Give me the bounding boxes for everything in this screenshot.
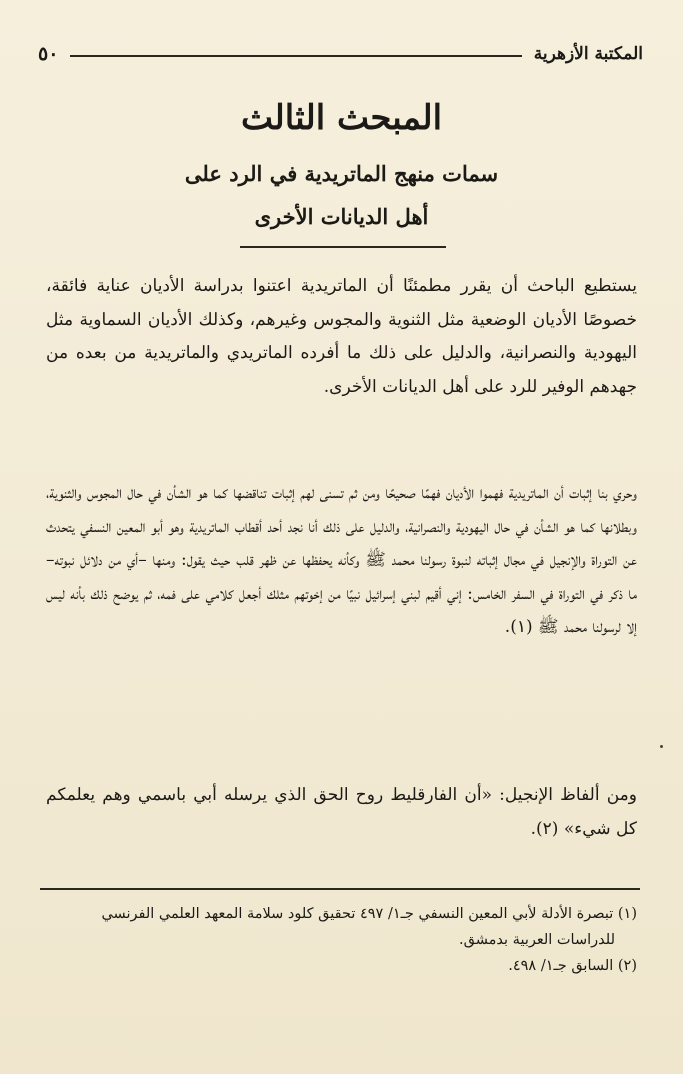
footnote-1-line2: للدراسات العربية بدمشق. — [459, 932, 615, 948]
margin-dot — [660, 745, 663, 748]
footnote-1-line1: (١) تبصرة الأدلة لأبي المعين النسفي جـ١/ ٤٩٧ تحقيق كلود سلامة المعهد العلمي الفرنسي — [101, 906, 637, 922]
footnote-rule — [40, 888, 640, 890]
section-heading: المبحث الثالث — [240, 98, 443, 138]
section-subtitle-line2: أهل الديانات الأخرى — [254, 204, 429, 229]
running-header — [38, 40, 643, 68]
page-number: ٥٠ — [38, 43, 59, 65]
footnote-2: (٢) السابق جـ١/ ٤٩٨. — [508, 958, 637, 974]
header-rule — [70, 55, 521, 57]
footnotes — [36, 901, 637, 979]
body-paragraph-2: وحري بنا إثبات أن الماتريدية فهموا الأديان فهمًا صحيحًا ومن ثم تسنى لهم إثبات تناقضها كما هو الشأن في حال المجوس والثنوية، وبطلانها كما هو الشأن في حال اليهودية والنصرانية، والدليل على ذلك أنا نجد أحد أقطاب الماتريدية وهو أبو المعين النسفي يتحدث عن التوراة والإنجيل في مجال إثباته لنبوة رسولنا محمد ﷺ وكأنه يحفظها عن ظهر قلب حيث يقول: ومنها –أي من دلائل نبوته– ما ذكر في التوراة في السفر الخامس: إني أقيم لبني إسرائيل نبيًا من إخوتهم مثلك أجعل كلامي على فمه، ثم يوضح ذلك بأنه ليس إلا لرسولنا محمد ﷺ (١). — [46, 483, 637, 637]
running-title: المكتبة الأزهرية — [533, 44, 643, 64]
body-paragraph-1: يستطيع الباحث أن يقرر مطمئنًا أن الماتريدية اعتنوا بدراسة الأديان عناية فائقة، خصوصًا الأديان الوضعية مثل الثنوية والمجوس وغيرهم، وكذلك الأديان السماوية مثل اليهودية والنصرانية، والدليل على ذلك ما أفرده الماتريدي والماتريدية من بعده من جهدهم الوفير للرد على أهل الديانات الأخرى. — [46, 276, 637, 397]
body-paragraph-3: ومن ألفاظ الإنجيل: «أن الفارقليط روح الحق الذي يرسله أبي باسمي وهم يعلمكم كل شيء» (٢). — [46, 785, 637, 839]
heading-underline — [240, 246, 446, 248]
section-subtitle-line1: سمات منهج الماتريدية في الرد على — [184, 161, 499, 186]
